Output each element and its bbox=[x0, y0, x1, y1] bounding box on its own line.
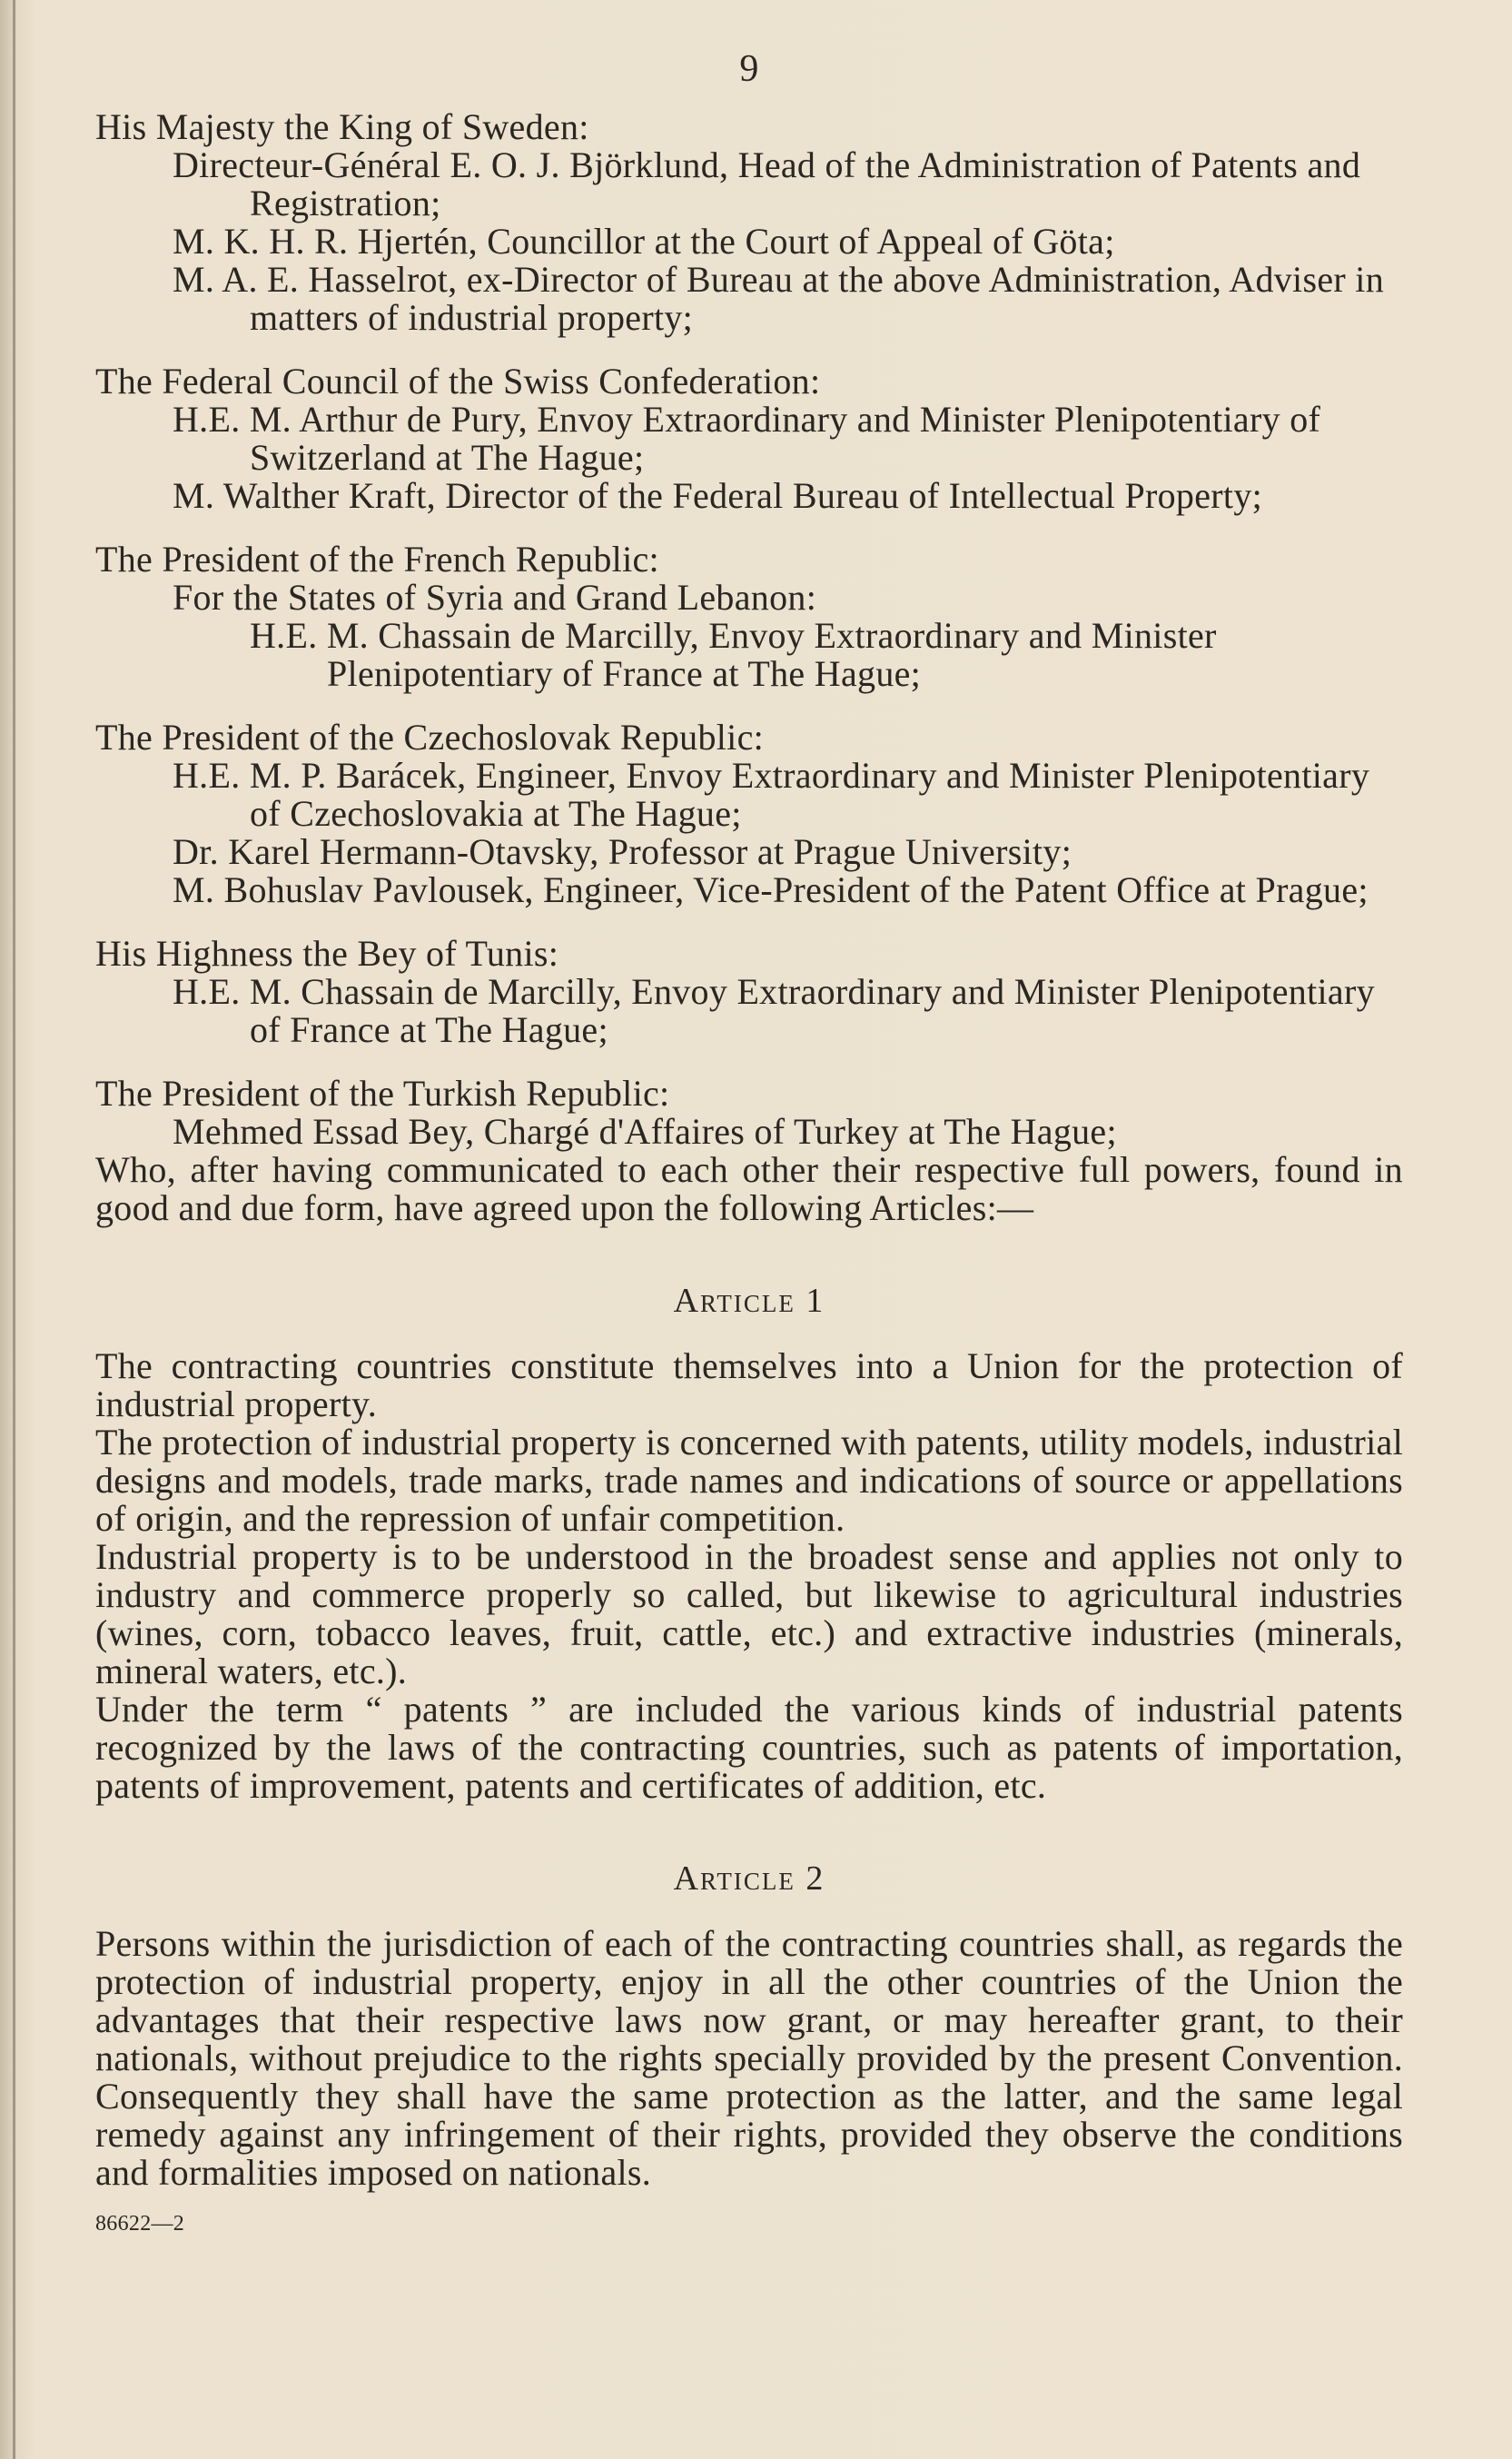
delegation-switzerland bbox=[95, 362, 1403, 515]
printer-code: 86622—2 bbox=[95, 2212, 185, 2236]
delegate: H.E. M. Chassain de Marcilly, Envoy Extraordinary and Minister Plenipotentiary of France at The Hague; bbox=[173, 971, 1375, 1050]
delegation-head: His Highness the Bey of Tunis: bbox=[95, 933, 559, 974]
closing-clause: Who, after having communicated to each other their respective full powers, found in good and due form, have agreed upon the following Articles:— bbox=[95, 1149, 1403, 1228]
article-paragraph: The contracting countries constitute themselves into a Union for the protection of industrial property. bbox=[95, 1345, 1403, 1424]
article-2 bbox=[95, 1859, 1403, 2192]
article-title: Article 1 bbox=[673, 1282, 825, 1320]
delegation-head: The President of the Czechoslovak Republic: bbox=[95, 717, 765, 758]
page-number: 9 bbox=[739, 48, 759, 90]
delegate: M. A. E. Hasselrot, ex-Director of Bureau at the above Administration, Adviser in matters of industrial property; bbox=[173, 259, 1385, 338]
delegate: Dr. Karel Hermann-Otavsky, Professor at Prague University; bbox=[173, 831, 1072, 872]
document-body bbox=[95, 50, 1403, 2243]
article-paragraph: Under the term “ patents ” are included the various kinds of industrial patents recognized by the laws of the contracting countries, such as patents of importation, patents of improvement, patents and certificates of addition, etc. bbox=[95, 1689, 1403, 1806]
delegate: Directeur-Général E. O. J. Björklund, Head of the Administration of Patents and Registration; bbox=[173, 144, 1361, 223]
delegation-head: His Majesty the King of Sweden: bbox=[95, 106, 589, 147]
delegation-head: The President of the French Republic: bbox=[95, 539, 659, 580]
article-paragraph: Persons within the jurisdiction of each of the contracting countries shall, as regards the protection of industrial property, enjoy in all the other countries of the Union the advantages that their respective laws now grant, or may hereafter grant, to their nationals, without prejudice to the rights specially provided by the present Convention. Consequently they shall have the same protection as the latter, and the same legal remedy against any infringement of their rights, provided they observe the conditions and formalities imposed on nationals. bbox=[95, 1923, 1403, 2193]
delegation-sweden bbox=[95, 108, 1403, 337]
article-paragraph: The protection of industrial property is concerned with patents, utility models, industrial designs and models, trade marks, trade names and indications of source or appellations of origin, and the repression of unfair competition. bbox=[95, 1422, 1403, 1539]
delegate: M. Walther Kraft, Director of the Federal Bureau of Intellectual Property; bbox=[173, 475, 1263, 516]
delegate: M. Bohuslav Pavlousek, Engineer, Vice-President of the Patent Office at Prague; bbox=[173, 869, 1369, 910]
delegation-subhead: For the States of Syria and Grand Lebanon: bbox=[173, 577, 817, 618]
delegate: H.E. M. P. Barácek, Engineer, Envoy Extraordinary and Minister Plenipotentiary of Czechoslovakia at The Hague; bbox=[173, 755, 1370, 834]
article-title: Article 2 bbox=[673, 1859, 825, 1898]
delegate: M. K. H. R. Hjertén, Councillor at the Court of Appeal of Göta; bbox=[173, 221, 1115, 262]
delegate: H.E. M. Chassain de Marcilly, Envoy Extraordinary and Minister Plenipotentiary of France at The Hague; bbox=[250, 615, 1217, 694]
article-1 bbox=[95, 1282, 1403, 1805]
binding-gutter bbox=[13, 0, 15, 2459]
delegation-turkey bbox=[95, 1075, 1403, 1151]
delegation-france bbox=[95, 540, 1403, 693]
delegation-head: The President of the Turkish Republic: bbox=[95, 1073, 670, 1114]
article-paragraph: Industrial property is to be understood in the broadest sense and applies not only to industry and commerce properly so called, but likewise to agricultural industries (wines, corn, tobacco leaves, fruit, cattle, etc.) and extractive industries (minerals, mineral waters, etc.). bbox=[95, 1536, 1403, 1691]
delegate: Mehmed Essad Bey, Chargé d'Affaires of Turkey at The Hague; bbox=[173, 1111, 1117, 1152]
delegation-czechoslovakia bbox=[95, 719, 1403, 909]
delegation-tunis bbox=[95, 935, 1403, 1049]
delegation-head: The Federal Council of the Swiss Confederation: bbox=[95, 361, 821, 402]
delegate: H.E. M. Arthur de Pury, Envoy Extraordinary and Minister Plenipotentiary of Switzerland at The Hague; bbox=[173, 399, 1321, 478]
